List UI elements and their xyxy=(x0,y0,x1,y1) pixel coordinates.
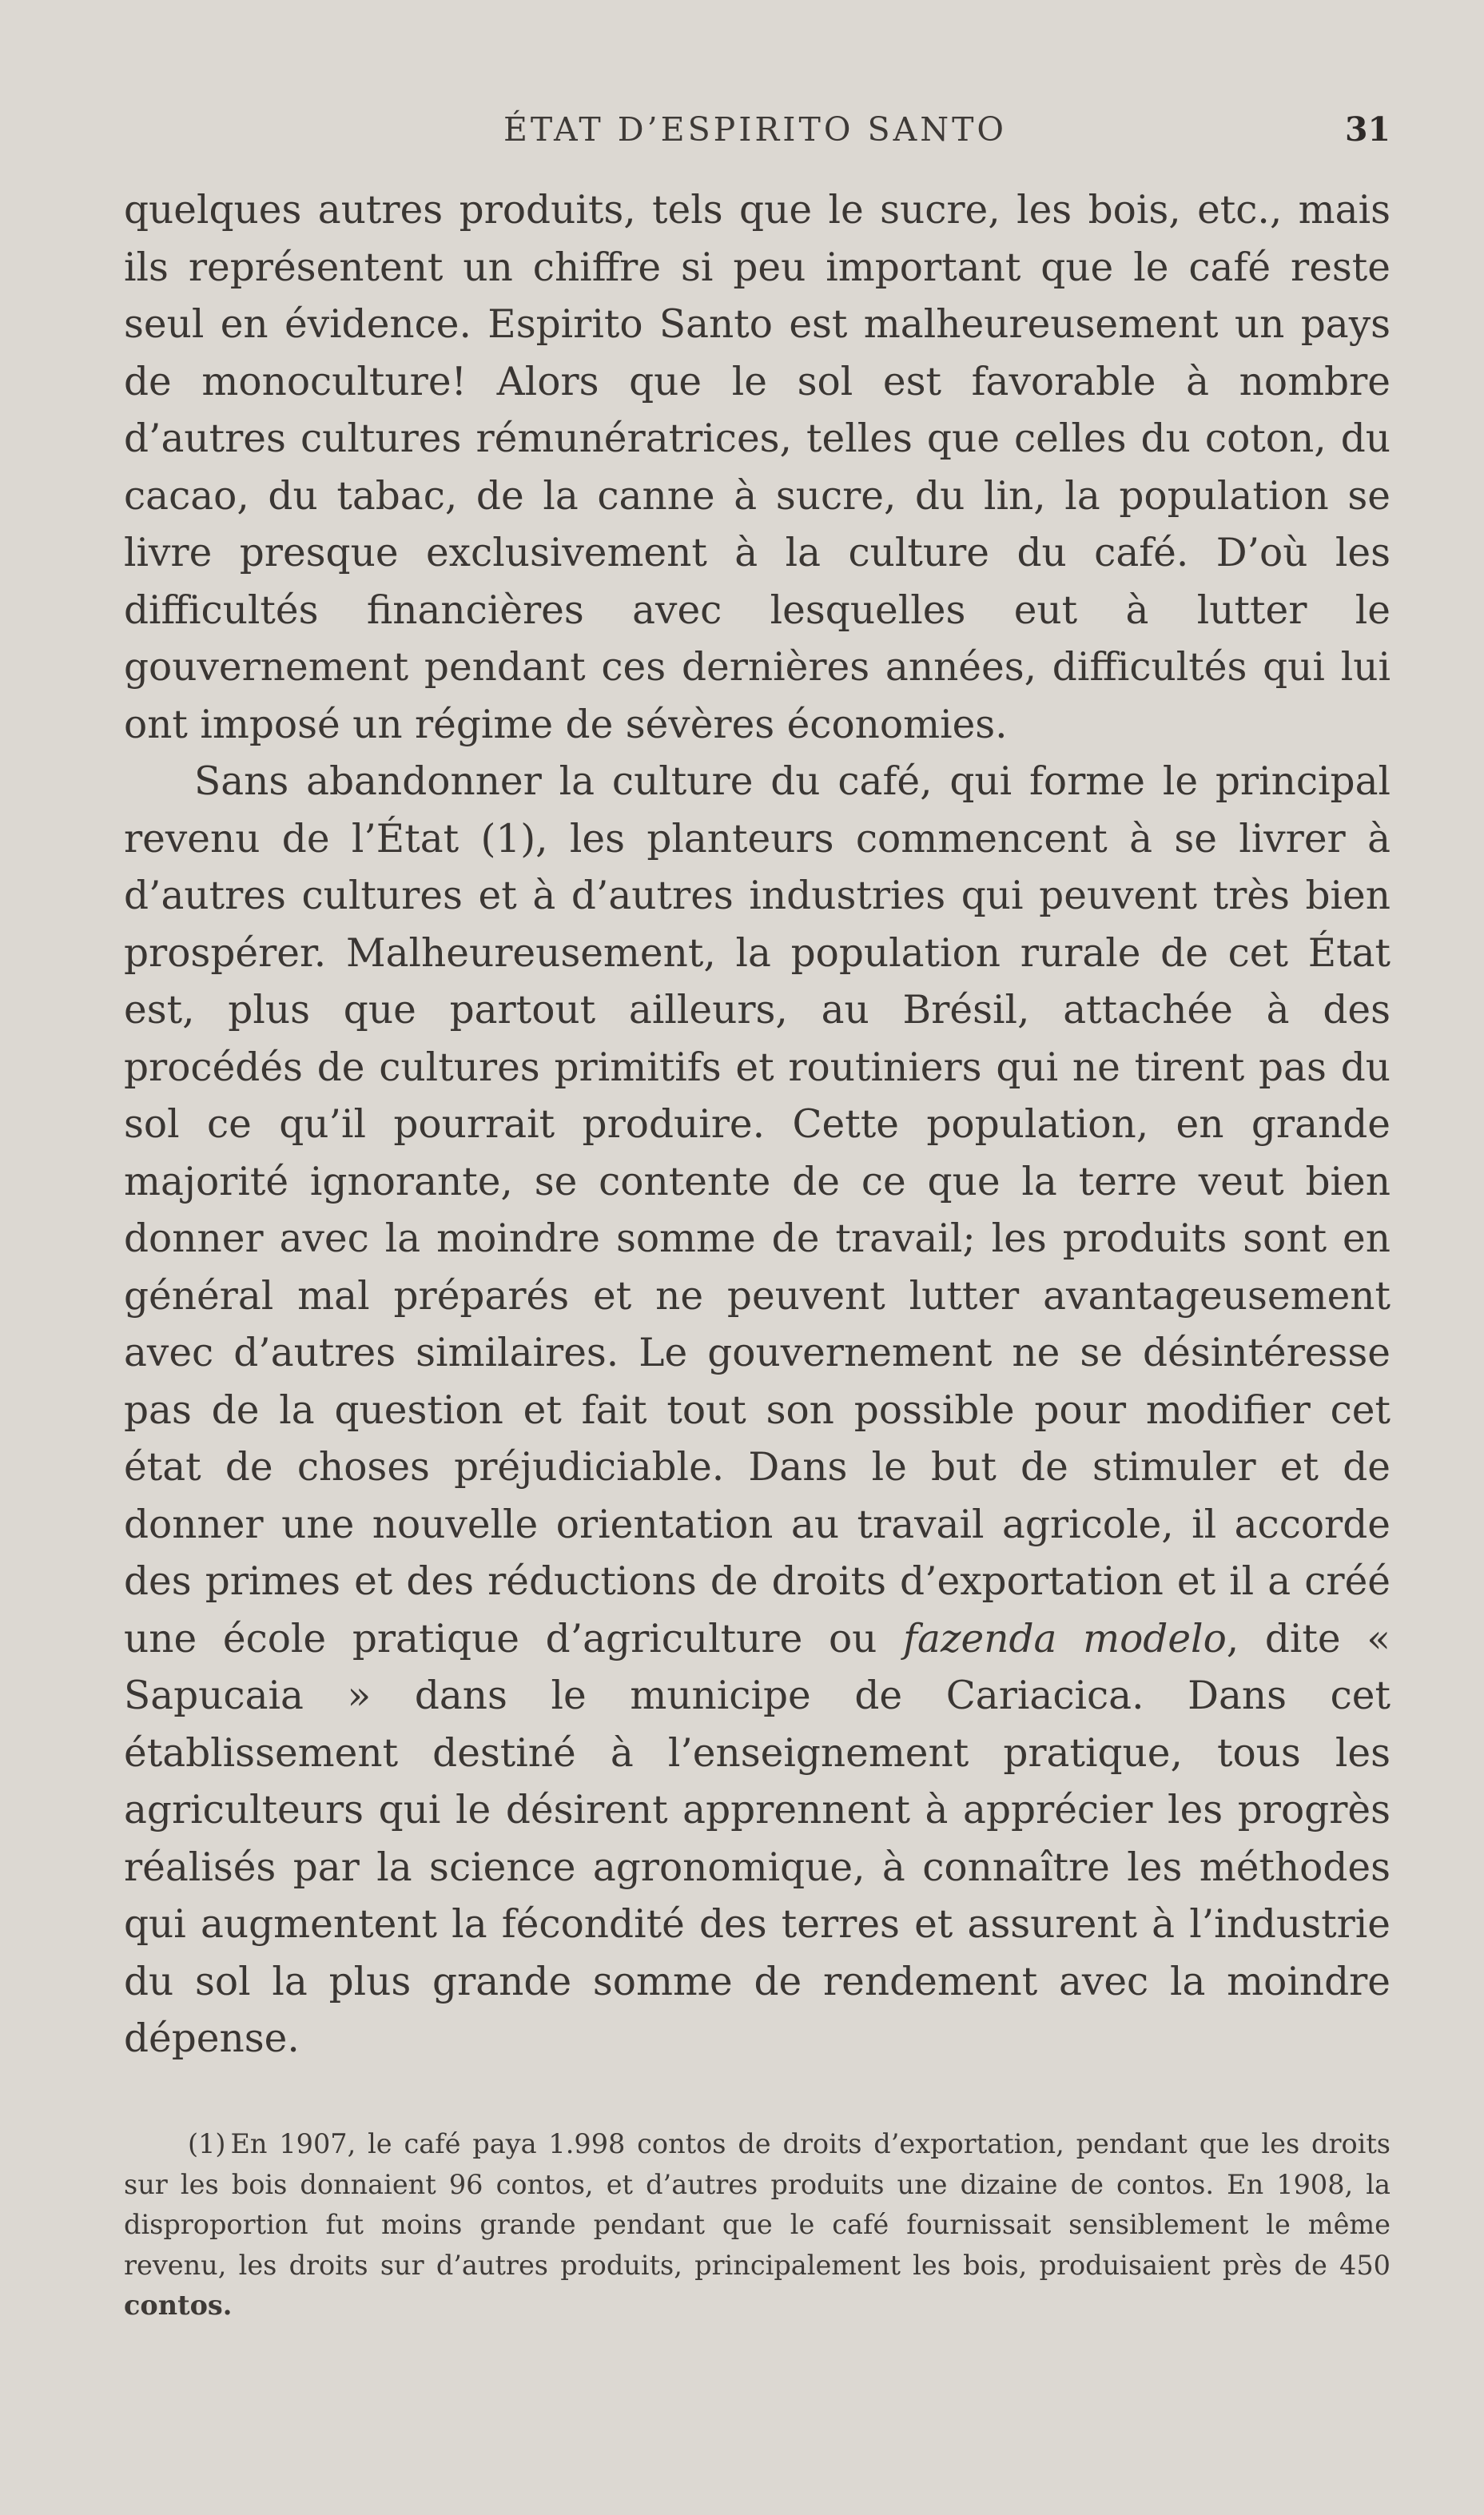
paragraph-2 xyxy=(124,754,1391,2068)
footnotes xyxy=(124,2124,1391,2326)
page-number: 31 xyxy=(1344,110,1391,149)
paragraph-1: quelques autres produits, tels que le sucre, les bois, etc., mais ils représentent un chiffre si peu important que le café reste seul en évidence. Espirito Santo est malheureusement un pays de monoculture! Alors que le sol est favorable à nombre d’autres cultures rémunératrices, telles que celles du coton, du cacao, du tabac, de la canne à sucre, du lin, la population se livre presque exclusivement à la culture du café. D’où les difficultés financières avec lesquelles eut à lutter le gouvernement pendant ces dernières années, difficultés qui lui ont imposé un régime de sévères économies. xyxy=(124,188,1391,747)
paragraph-2-text-a: Sans abandonner la culture du café, qui forme le principal revenu de l’État (1), les planteurs commencent à se livrer à d’autres cultures et à d’autres industries qui peuvent très bien prospérer. Malheureusement, la population rurale de cet État est, plus que partout ailleurs, au Brésil, attachée à des procédés de cultures primitifs et routiniers qui ne tirent pas du sol ce qu’il pourrait produire. Cette population, en grande majorité ignorante, se contente de ce que la terre veut bien donner avec la moindre somme de travail; les produits sont en général mal préparés et ne peuvent lutter avantageusement avec d’autres similaires. Le gouvernement ne se désintéresse pas de la question et fait tout son possible pour modifier cet état de choses préjudiciable. Dans le but de stimuler et de donner une nouvelle orientation au travail agricole, il accorde des primes et des réductions de droits d’exportation et il a créé une école pratique d’agriculture ou xyxy=(124,759,1391,1661)
paragraph-2-italic-term: fazenda modelo xyxy=(903,1616,1227,1661)
body-text xyxy=(124,182,1391,2068)
paragraph-2-text-b: , dite « Sapucaia » dans le municipe de Cariacica. Dans cet établissement destiné à l’enseignement pratique, tous les agriculteurs qui le désirent apprennent à apprécier les progrès réalisés par la science agronomique, à connaître les méthodes qui augmentent la fécondité des terres et assurent à l’industrie du sol la plus grande somme de rendement avec la moindre dépense. xyxy=(124,1616,1391,2061)
footnote-final-word: contos. xyxy=(124,2290,233,2321)
footnote-marker: (1) xyxy=(188,2128,226,2159)
footnote-text: En 1907, le café paya 1.998 contos de droits d’exportation, pendant que les droits sur les bois donnaient 96 contos, et d’autres produits une dizaine de contos. En 1908, la disproportion fut moins grande pendant que le café fournissait sensiblement le même revenu, les droits sur d’autres produits, principalement les bois, produisaient près de 450 xyxy=(124,2128,1391,2281)
running-title: ÉTAT D’ESPIRITO SANTO xyxy=(503,110,1008,149)
footnote-1 xyxy=(124,2124,1391,2326)
running-header xyxy=(120,110,1391,158)
